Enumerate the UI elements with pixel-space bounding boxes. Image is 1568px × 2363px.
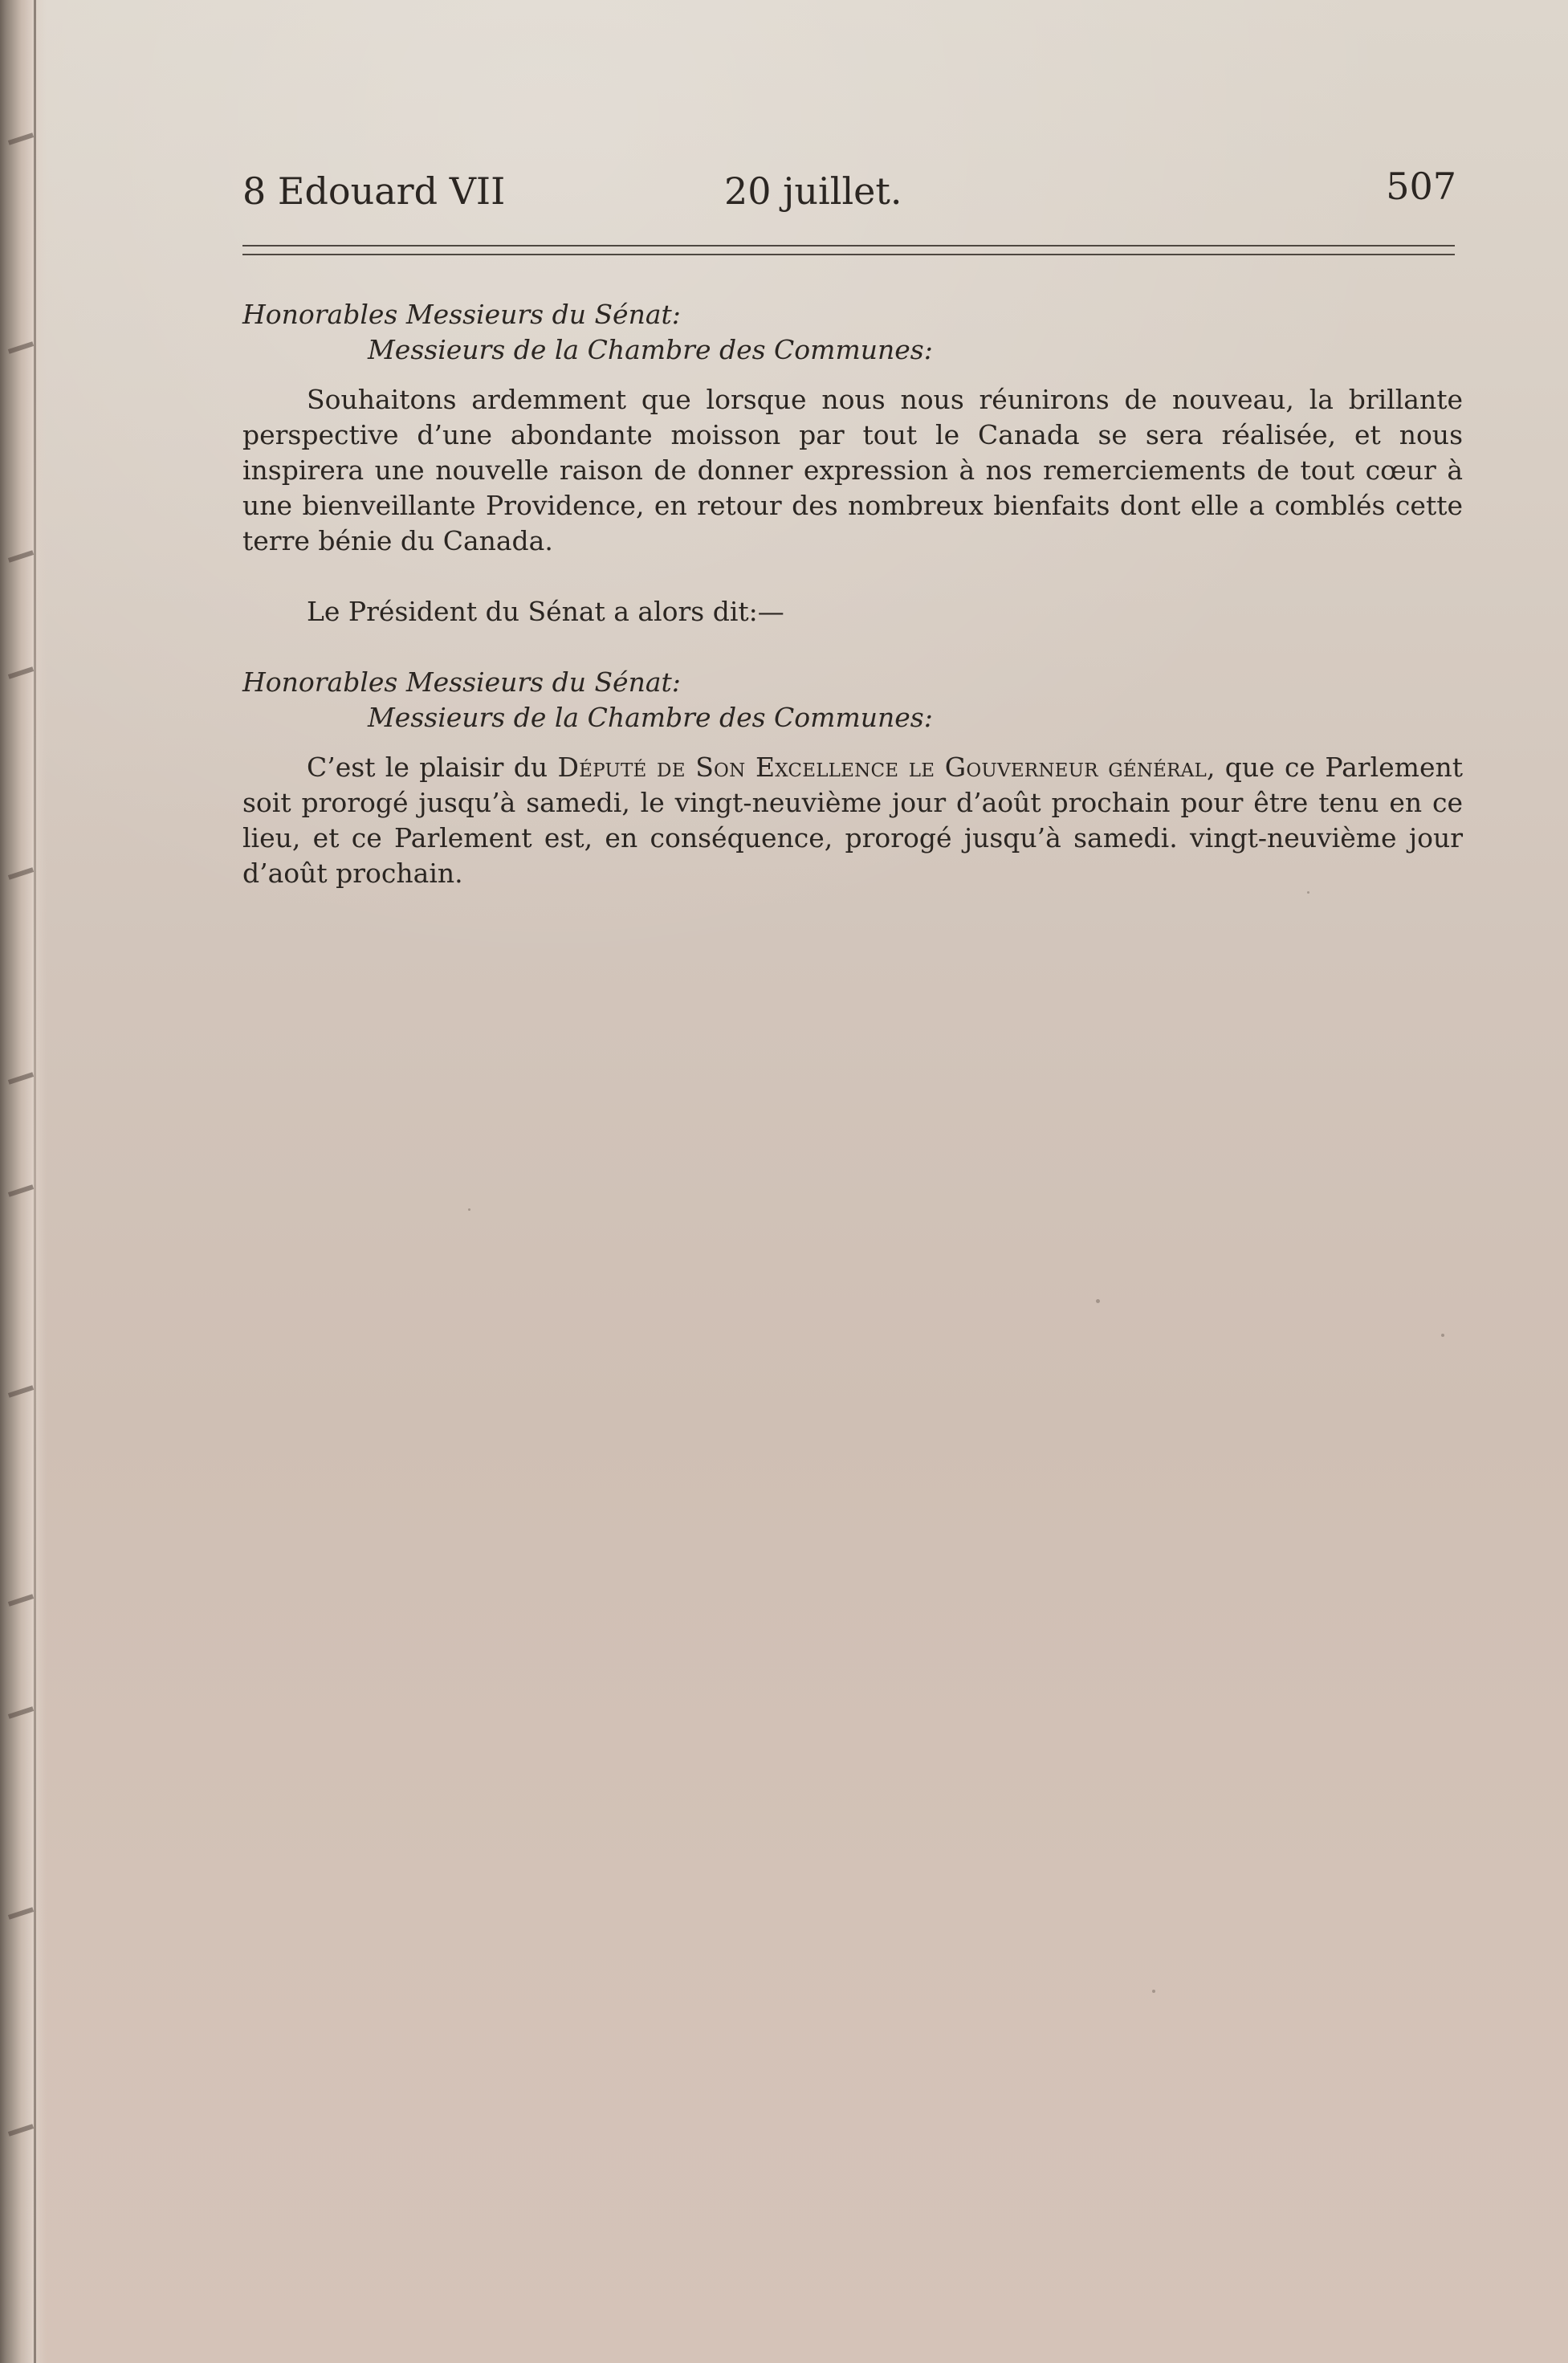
header-rule-top	[242, 245, 1455, 246]
paper-speck	[1307, 891, 1309, 894]
paper-speck	[468, 1208, 470, 1211]
salutation-commons-1: Messieurs de la Chambre des Communes:	[368, 334, 933, 365]
closing-paragraph	[242, 750, 1463, 891]
closing-paragraph-part-1: C’est le plaisir du	[307, 752, 558, 783]
header-date: 20 juillet.	[724, 169, 902, 213]
page-number: 507	[1386, 165, 1456, 208]
closing-paragraph-part-2: , que ce Parlement soit prorogé jusqu’à samedi, le vingt-neuvième jour d’août prochain pour être tenu en ce lieu, et ce Parlement est, en conséquence, prorogé jusqu’à samedi. vingt-neuvième jour d’août prochain.	[242, 752, 1463, 889]
salutation-senate-2: Honorables Messieurs du Sénat:	[242, 666, 681, 698]
president-line: Le Président du Sénat a alors dit:—	[307, 596, 784, 627]
paper-speck	[1152, 1990, 1155, 1993]
header-rule-bottom	[242, 254, 1455, 255]
paper-speck	[1096, 1299, 1100, 1303]
first-paragraph: Souhaitons ardemment que lorsque nous nous réunirons de nouveau, la brillante perspective d’une abondante moisson par tout le Canada se sera réalisée, et nous inspirera une nouvelle raison de donner expression à nos remerciements de tout cœur à une bienveillante Providence, en retour des nombreux bienfaits dont elle a comblés cette terre bénie du Canada.	[242, 384, 1463, 556]
document-body	[242, 297, 1463, 891]
page-header	[242, 165, 1456, 224]
header-left-text: 8 Edouard VII	[242, 169, 506, 213]
salutation-senate-1: Honorables Messieurs du Sénat:	[242, 299, 681, 330]
paper-speck	[1441, 1334, 1444, 1337]
book-spine-shadow	[0, 0, 47, 2363]
official-title: Député de Son Excellence le Gouverneur général	[557, 752, 1207, 783]
binding-line	[34, 0, 36, 2363]
salutation-commons-2: Messieurs de la Chambre des Communes:	[368, 702, 933, 733]
